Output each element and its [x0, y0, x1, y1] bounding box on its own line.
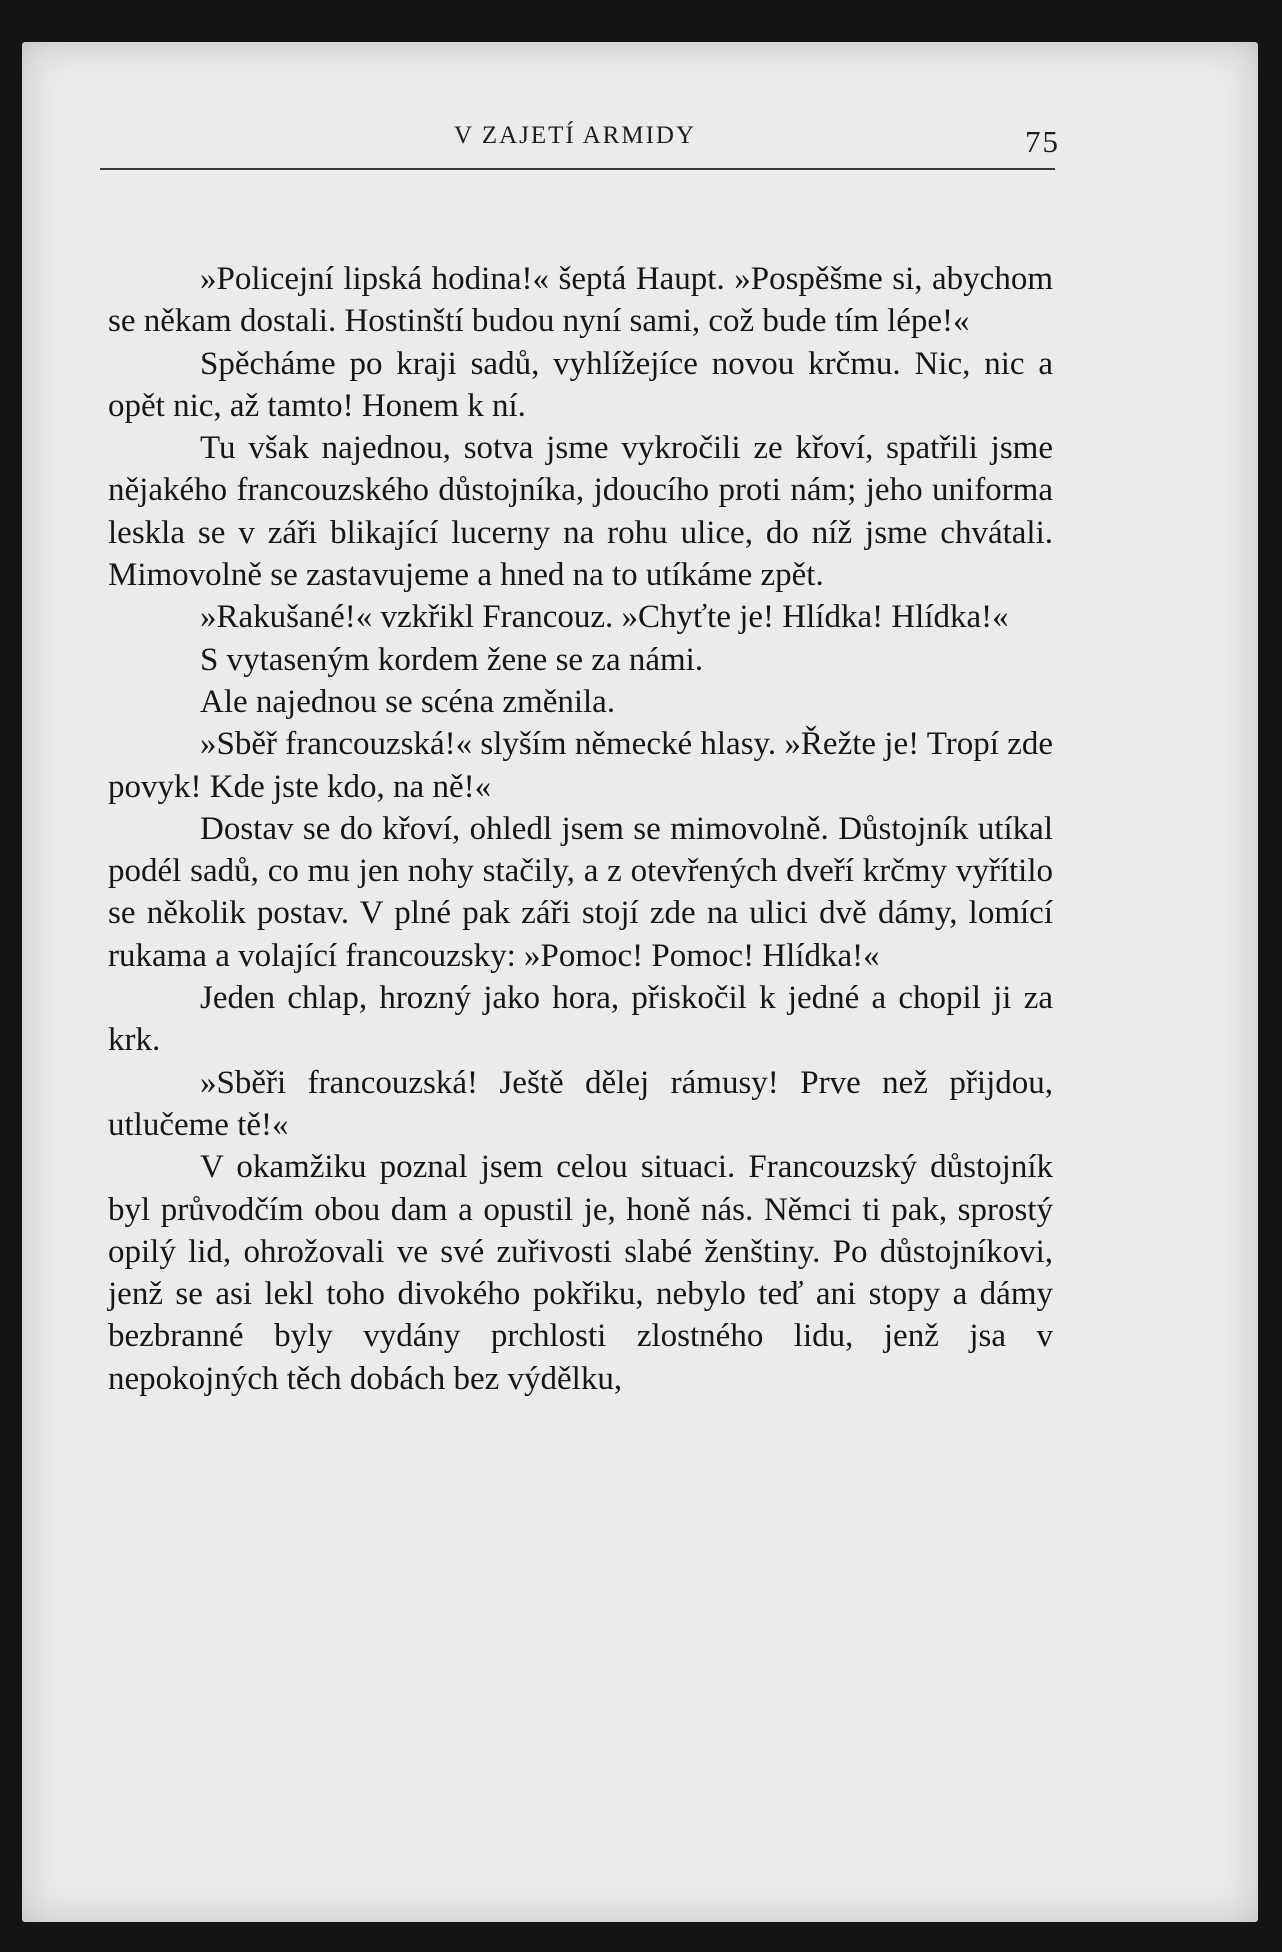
paragraph: Spěcháme po kraji sadů, vyhlížejíce novou krčmu. Nic, nic a opět nic, až tamto! Honem k ní.: [108, 345, 1053, 424]
page-header: [90, 122, 1060, 162]
header-rule: [100, 168, 1055, 170]
paragraph: Ale najednou se scéna změnila.: [200, 683, 616, 720]
paragraph: »Rakušané!« vzkřikl Francouz. »Chyťte je! Hlídka! Hlídka!«: [200, 599, 1009, 636]
body-text: [108, 258, 1053, 1400]
paragraph: »Sběři francouzská! Ještě dělej rámusy! Prve než přijdou, utlučeme tě!«: [108, 1064, 1053, 1143]
paragraph: »Policejní lipská hodina!« šeptá Haupt. »Pospěšme si, abychom se někam dostali. Hostinští budou nyní sami, což bude tím lépe!«: [108, 261, 1053, 340]
paragraph: Jeden chlap, hrozný jako hora, přiskočil k jedné a chopil ji za krk.: [108, 980, 1053, 1059]
page-number: 75: [1025, 124, 1060, 159]
running-title: V ZAJETÍ ARMIDY: [453, 122, 697, 149]
paragraph: Tu však najednou, sotva jsme vykročili ze křoví, spatřili jsme nějakého francouzského důstojníka, jdoucího proti nám; jeho uniforma leskla se v záři blikající lucerny na rohu ulice, do níž jsme chvátali. Mimovolně se zastavujeme a hned na to utíkáme zpět.: [108, 430, 1053, 594]
paragraph: Dostav se do křoví, ohledl jsem se mimovolně. Důstojník utíkal podél sadů, co mu jen nohy stačily, a z otevřených dveří krčmy vyřítilo se několik postav. V plné pak záři stojí zde na ulici dvě dámy, lomící rukama a volající francouzsky: »Pomoc! Pomoc! Hlídka!«: [108, 810, 1053, 974]
paragraph: V okamžiku poznal jsem celou situaci. Francouzský důstojník byl průvodčím obou dam a opustil je, honě nás. Němci ti pak, sprostý opilý lid, ohrožovali ve své zuřivosti slabé ženštiny. Po důstojníkovi, jenž se asi lekl toho divokého pokřiku, nebylo teď ani stopy a dámy bezbranné byly vydány prchlosti zlostného lidu, jenž jsa v nepokojných těch dobách bez výdělku,: [108, 1149, 1053, 1397]
paragraph: »Sběř francouzská!« slyším německé hlasy. »Řežte je! Tropí zde povyk! Kde jste kdo, na ně!«: [108, 726, 1053, 805]
paragraph: S vytaseným kordem žene se za námi.: [200, 641, 704, 678]
